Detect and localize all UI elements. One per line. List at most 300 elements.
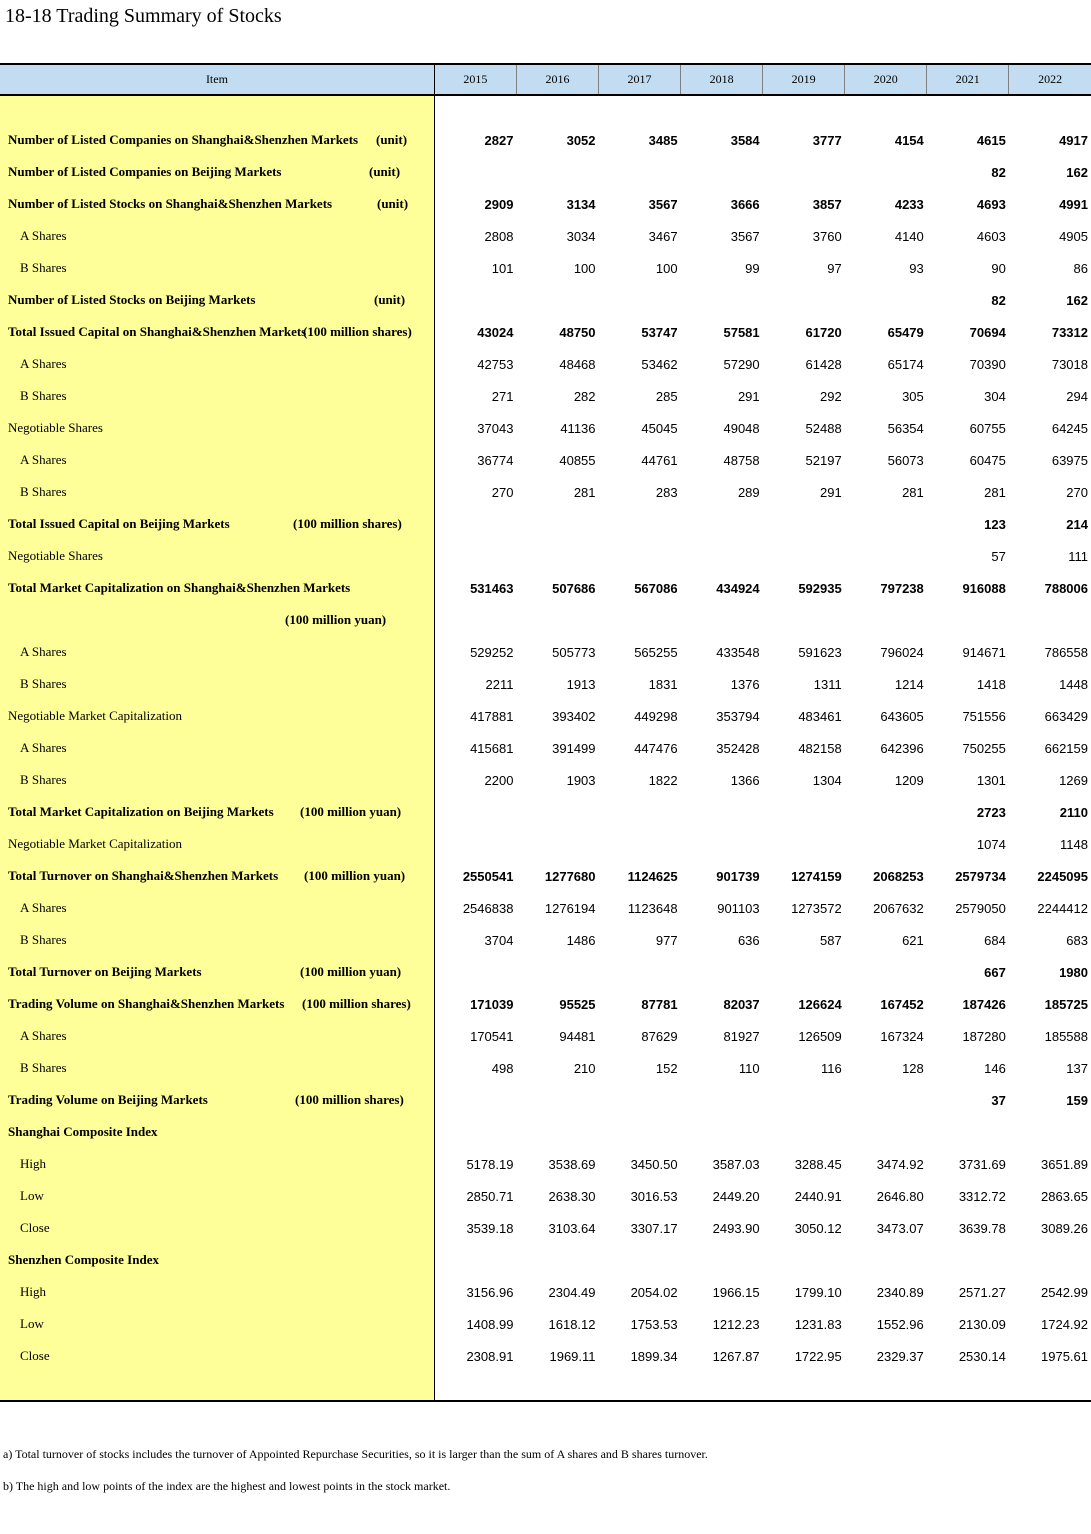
value-cell: 1408.99 xyxy=(466,1316,514,1332)
header-year: 2016 xyxy=(516,64,598,95)
value-cell: 2130.09 xyxy=(958,1316,1006,1332)
value-cell: 1123648 xyxy=(627,900,678,916)
value-cell: 2827 xyxy=(484,132,514,148)
value-cell: 48758 xyxy=(723,452,760,468)
value-cell: 2329.37 xyxy=(876,1348,924,1364)
value-cell xyxy=(434,284,516,316)
value-cell xyxy=(434,604,516,636)
value-cell: 4693 xyxy=(976,196,1006,212)
value-cell: 1148 xyxy=(1060,836,1088,852)
value-cell: 110 xyxy=(738,1060,760,1076)
header-year: 2021 xyxy=(927,64,1009,95)
value-cell: 81927 xyxy=(723,1028,760,1044)
value-cell: 270 xyxy=(491,484,514,500)
table-row xyxy=(0,1052,1091,1084)
value-cell: 271 xyxy=(491,388,514,404)
value-cell: 531463 xyxy=(470,580,514,596)
value-cell: 3760 xyxy=(812,228,842,244)
value-cell: 587 xyxy=(820,932,842,948)
value-cell: 2244412 xyxy=(1037,900,1088,916)
value-cell: 82 xyxy=(991,164,1006,180)
value-cell: 1277680 xyxy=(544,868,596,884)
value-cell: 1448 xyxy=(1059,676,1088,692)
row-label: Low xyxy=(20,1188,44,1203)
table-row xyxy=(0,796,1091,828)
value-cell: 683 xyxy=(1066,932,1088,948)
table-row xyxy=(0,156,1091,188)
value-cell: 187280 xyxy=(962,1028,1006,1044)
value-cell xyxy=(845,604,927,636)
value-cell: 498 xyxy=(491,1060,514,1076)
value-cell: 162 xyxy=(1066,292,1088,308)
value-cell: 2546838 xyxy=(462,900,514,916)
row-label: Negotiable Shares xyxy=(8,420,103,435)
value-cell: 4615 xyxy=(976,132,1006,148)
value-cell: 45045 xyxy=(641,420,678,436)
value-cell xyxy=(845,508,927,540)
value-cell: 621 xyxy=(902,932,924,948)
item-cell xyxy=(0,764,434,796)
row-label: Total Issued Capital on Beijing Markets xyxy=(8,516,230,531)
value-cell xyxy=(434,508,516,540)
item-cell xyxy=(0,124,434,156)
value-cell: 281 xyxy=(902,484,924,500)
value-cell: 4154 xyxy=(894,132,924,148)
value-cell: 100 xyxy=(573,260,596,276)
row-label: Trading Volume on Shanghai&Shenzhen Markets xyxy=(8,996,285,1011)
value-cell: 3016.53 xyxy=(630,1188,678,1204)
value-cell: 434924 xyxy=(716,580,760,596)
value-cell: 916088 xyxy=(962,580,1006,596)
value-cell: 1124625 xyxy=(627,868,678,884)
value-cell: 786558 xyxy=(1044,644,1088,660)
row-label: B Shares xyxy=(20,676,67,691)
table-row xyxy=(0,572,1091,604)
value-cell xyxy=(599,956,681,988)
table-row xyxy=(0,956,1091,988)
value-cell: 86 xyxy=(1073,260,1088,276)
row-unit: (100 million yuan) xyxy=(300,804,402,819)
value-cell: 3485 xyxy=(648,132,678,148)
value-cell: 750255 xyxy=(962,740,1006,756)
row-unit: (unit) xyxy=(369,164,401,179)
item-cell xyxy=(0,700,434,732)
header-year: 2022 xyxy=(1009,64,1091,95)
value-cell: 1903 xyxy=(566,772,596,788)
row-unit: (100 million yuan) xyxy=(285,612,387,627)
value-cell xyxy=(599,540,681,572)
item-cell xyxy=(0,1308,434,1340)
value-cell: 5178.19 xyxy=(466,1156,514,1172)
value-cell xyxy=(434,156,516,188)
value-cell: 2054.02 xyxy=(630,1284,678,1300)
row-label: B Shares xyxy=(20,484,67,499)
value-cell xyxy=(599,604,681,636)
table-row xyxy=(0,380,1091,412)
value-cell: 282 xyxy=(573,388,596,404)
item-cell xyxy=(0,476,434,508)
value-cell: 391499 xyxy=(552,740,596,756)
spacer-row xyxy=(0,95,1091,124)
value-cell: 3704 xyxy=(484,932,514,948)
value-cell xyxy=(434,1116,516,1148)
value-cell: 97 xyxy=(827,260,842,276)
value-cell: 353794 xyxy=(716,708,760,724)
value-cell xyxy=(681,796,763,828)
value-cell: 1799.10 xyxy=(794,1284,842,1300)
value-cell: 123 xyxy=(984,516,1006,532)
value-cell xyxy=(927,604,1009,636)
value-cell xyxy=(681,540,763,572)
table-row xyxy=(0,892,1091,924)
row-unit: (100 million yuan) xyxy=(300,964,402,979)
row-label: Number of Listed Companies on Shanghai&Shenzhen Markets xyxy=(8,132,359,147)
value-cell: 3666 xyxy=(730,196,760,212)
table-row xyxy=(0,1276,1091,1308)
value-cell xyxy=(763,956,845,988)
value-cell: 393402 xyxy=(552,708,596,724)
value-cell: 291 xyxy=(737,388,760,404)
header-year: 2018 xyxy=(681,64,763,95)
value-cell xyxy=(434,828,516,860)
value-cell: 95525 xyxy=(559,996,596,1012)
value-cell: 2638.30 xyxy=(548,1188,596,1204)
value-cell: 48750 xyxy=(559,324,596,340)
row-label: Total Market Capitalization on Beijing Markets xyxy=(8,804,274,819)
value-cell: 281 xyxy=(984,484,1006,500)
spacer-row xyxy=(0,1372,1091,1401)
value-cell: 57290 xyxy=(723,356,760,372)
value-cell: 1376 xyxy=(730,676,760,692)
value-cell: 126624 xyxy=(798,996,842,1012)
table-row xyxy=(0,220,1091,252)
value-cell xyxy=(516,508,598,540)
value-cell: 37043 xyxy=(477,420,514,436)
value-cell: 1366 xyxy=(730,772,760,788)
table-row xyxy=(0,252,1091,284)
value-cell: 2808 xyxy=(484,228,514,244)
row-label: Number of Listed Companies on Beijing Markets xyxy=(8,164,282,179)
value-cell: 3156.96 xyxy=(466,1284,514,1300)
value-cell: 3050.12 xyxy=(794,1220,842,1236)
row-label: Negotiable Shares xyxy=(8,548,103,563)
value-cell: 126509 xyxy=(798,1028,842,1044)
row-label: High xyxy=(20,1284,46,1299)
value-cell: 1209 xyxy=(894,772,924,788)
value-cell xyxy=(516,540,598,572)
table-row xyxy=(0,828,1091,860)
value-cell: 2245095 xyxy=(1037,868,1088,884)
table-row xyxy=(0,1340,1091,1372)
table-row xyxy=(0,316,1091,348)
value-cell: 52488 xyxy=(805,420,842,436)
value-cell: 3467 xyxy=(648,228,678,244)
value-cell: 56354 xyxy=(887,420,924,436)
header-year: 2015 xyxy=(434,64,516,95)
value-cell: 3731.69 xyxy=(958,1156,1006,1172)
value-cell: 1913 xyxy=(566,676,596,692)
value-cell: 3639.78 xyxy=(958,1220,1006,1236)
value-cell xyxy=(599,284,681,316)
value-cell: 684 xyxy=(984,932,1006,948)
value-cell: 41136 xyxy=(560,420,596,436)
value-cell: 111 xyxy=(1068,548,1088,564)
value-cell: 40855 xyxy=(559,452,596,468)
row-label: Negotiable Market Capitalization xyxy=(8,836,182,851)
value-cell: 1822 xyxy=(648,772,678,788)
value-cell: 3052 xyxy=(566,132,596,148)
item-cell xyxy=(0,1212,434,1244)
value-cell: 304 xyxy=(984,388,1006,404)
value-cell: 914671 xyxy=(962,644,1006,660)
item-cell xyxy=(0,956,434,988)
value-cell xyxy=(1009,604,1091,636)
value-cell: 82037 xyxy=(723,996,760,1012)
value-cell: 170541 xyxy=(470,1028,514,1044)
value-cell: 2646.80 xyxy=(876,1188,924,1204)
value-cell: 1304 xyxy=(812,772,842,788)
value-cell: 1273572 xyxy=(791,900,842,916)
value-cell: 1214 xyxy=(894,676,924,692)
value-cell xyxy=(845,284,927,316)
value-cell: 2530.14 xyxy=(958,1348,1006,1364)
value-cell: 70390 xyxy=(969,356,1006,372)
value-cell xyxy=(845,1116,927,1148)
value-cell: 433548 xyxy=(716,644,760,660)
value-cell: 65479 xyxy=(887,324,924,340)
value-cell: 289 xyxy=(737,484,760,500)
value-cell: 61428 xyxy=(805,356,842,372)
footnote: a) Total turnover of stocks includes the turnover of Appointed Repurchase Securities, so it is larger than the sum of A shares and B shares turnover. xyxy=(3,1447,708,1461)
value-cell: 162 xyxy=(1066,164,1088,180)
row-label: Low xyxy=(20,1316,44,1331)
row-unit: (100 million shares) xyxy=(295,1092,404,1107)
value-cell: 3857 xyxy=(812,196,842,212)
item-cell xyxy=(0,1276,434,1308)
value-cell: 797238 xyxy=(880,580,924,596)
value-cell: 1975.61 xyxy=(1041,1348,1088,1364)
value-cell: 1618.12 xyxy=(548,1316,596,1332)
item-cell xyxy=(0,156,434,188)
value-cell: 2068253 xyxy=(873,868,924,884)
value-cell: 214 xyxy=(1066,516,1088,532)
value-cell: 210 xyxy=(573,1060,596,1076)
value-cell: 3473.07 xyxy=(876,1220,924,1236)
item-cell xyxy=(0,892,434,924)
value-cell xyxy=(516,1244,598,1276)
row-unit: (unit) xyxy=(377,196,409,211)
value-cell: 2493.90 xyxy=(712,1220,760,1236)
value-cell: 3777 xyxy=(812,132,842,148)
row-unit: (100 million shares) xyxy=(302,996,411,1011)
table-row xyxy=(0,1180,1091,1212)
value-cell xyxy=(845,828,927,860)
table-row xyxy=(0,668,1091,700)
row-label: High xyxy=(20,1156,46,1171)
value-cell: 137 xyxy=(1066,1060,1088,1076)
value-cell: 270 xyxy=(1066,484,1088,500)
value-cell: 146 xyxy=(984,1060,1006,1076)
row-label: Total Turnover on Beijing Markets xyxy=(8,964,202,979)
item-cell xyxy=(0,188,434,220)
value-cell: 3034 xyxy=(566,228,596,244)
item-cell xyxy=(0,252,434,284)
value-cell: 3103.64 xyxy=(548,1220,596,1236)
value-cell xyxy=(845,796,927,828)
value-cell xyxy=(763,1244,845,1276)
value-cell: 73312 xyxy=(1051,324,1088,340)
value-cell: 663429 xyxy=(1044,708,1088,724)
row-unit: (unit) xyxy=(374,292,406,307)
value-cell: 42753 xyxy=(477,356,514,372)
row-label: Shenzhen Composite Index xyxy=(8,1252,159,1267)
value-cell xyxy=(681,284,763,316)
stock-summary-table-container xyxy=(0,63,1091,1402)
value-cell: 65174 xyxy=(887,356,924,372)
value-cell: 643605 xyxy=(880,708,924,724)
row-label: A Shares xyxy=(20,900,67,915)
row-label: A Shares xyxy=(20,228,67,243)
item-cell xyxy=(0,444,434,476)
value-cell xyxy=(516,828,598,860)
value-cell: 977 xyxy=(655,932,678,948)
row-label: A Shares xyxy=(20,356,67,371)
item-cell xyxy=(0,796,434,828)
value-cell: 3567 xyxy=(730,228,760,244)
value-cell: 2571.27 xyxy=(958,1284,1006,1300)
value-cell: 1969.11 xyxy=(549,1348,596,1364)
value-cell: 3134 xyxy=(566,196,596,212)
value-cell: 128 xyxy=(902,1060,924,1076)
value-cell: 1267.87 xyxy=(712,1348,760,1364)
value-cell: 4603 xyxy=(976,228,1006,244)
value-cell: 167324 xyxy=(880,1028,924,1044)
value-cell: 505773 xyxy=(552,644,596,660)
value-cell: 94481 xyxy=(559,1028,596,1044)
value-cell: 636 xyxy=(737,932,760,948)
value-cell xyxy=(927,1116,1009,1148)
value-cell xyxy=(599,796,681,828)
row-label: B Shares xyxy=(20,1060,67,1075)
value-cell: 2449.20 xyxy=(712,1188,760,1204)
value-cell: 3584 xyxy=(730,132,760,148)
value-cell: 3288.45 xyxy=(794,1156,842,1172)
table-row xyxy=(0,348,1091,380)
value-cell xyxy=(681,828,763,860)
table-row xyxy=(0,1020,1091,1052)
item-cell xyxy=(0,95,434,124)
value-cell: 1231.83 xyxy=(794,1316,842,1332)
table-row xyxy=(0,284,1091,316)
value-cell: 64245 xyxy=(1051,420,1088,436)
row-unit: (unit) xyxy=(376,132,408,147)
value-cell xyxy=(516,156,598,188)
table-row xyxy=(0,412,1091,444)
value-cell: 2308.91 xyxy=(466,1348,514,1364)
value-cell: 3587.03 xyxy=(712,1156,760,1172)
row-label: Negotiable Market Capitalization xyxy=(8,708,182,723)
value-cell xyxy=(1009,1244,1091,1276)
value-cell xyxy=(434,956,516,988)
value-cell: 283 xyxy=(655,484,678,500)
value-cell: 281 xyxy=(573,484,596,500)
row-label: Total Turnover on Shanghai&Shenzhen Markets xyxy=(8,868,279,883)
value-cell: 2304.49 xyxy=(548,1284,596,1300)
item-cell xyxy=(0,284,434,316)
header-row xyxy=(0,64,1091,95)
table-row xyxy=(0,540,1091,572)
row-label: Trading Volume on Beijing Markets xyxy=(8,1092,208,1107)
value-cell xyxy=(763,604,845,636)
row-label: A Shares xyxy=(20,740,67,755)
item-cell xyxy=(0,540,434,572)
value-cell: 1980 xyxy=(1059,964,1088,980)
value-cell: 1212.23 xyxy=(712,1316,760,1332)
table-row xyxy=(0,476,1091,508)
value-cell: 901739 xyxy=(716,868,760,884)
row-label: Number of Listed Stocks on Beijing Markets xyxy=(8,292,256,307)
item-cell xyxy=(0,348,434,380)
value-cell: 63975 xyxy=(1051,452,1088,468)
value-cell xyxy=(434,796,516,828)
value-cell: 4233 xyxy=(894,196,924,212)
value-cell xyxy=(763,796,845,828)
value-cell: 1276194 xyxy=(544,900,596,916)
value-cell: 483461 xyxy=(798,708,842,724)
value-cell: 3651.89 xyxy=(1041,1156,1088,1172)
value-cell: 417881 xyxy=(470,708,514,724)
value-cell: 2440.91 xyxy=(794,1188,842,1204)
value-cell: 36774 xyxy=(477,452,514,468)
value-cell xyxy=(599,1116,681,1148)
value-cell: 167452 xyxy=(880,996,924,1012)
value-cell: 507686 xyxy=(552,580,596,596)
row-label: B Shares xyxy=(20,388,67,403)
item-cell xyxy=(0,316,434,348)
value-cell: 48468 xyxy=(559,356,596,372)
item-cell xyxy=(0,1180,434,1212)
value-cell xyxy=(516,604,598,636)
value-cell xyxy=(763,156,845,188)
value-cell: 4905 xyxy=(1059,228,1088,244)
value-cell: 82 xyxy=(991,292,1006,308)
value-cell: 2340.89 xyxy=(876,1284,924,1300)
value-cell xyxy=(763,284,845,316)
item-cell xyxy=(0,412,434,444)
value-cell: 56073 xyxy=(887,452,924,468)
value-cell: 1753.53 xyxy=(630,1316,678,1332)
value-cell xyxy=(681,604,763,636)
value-cell xyxy=(599,508,681,540)
value-cell: 60475 xyxy=(969,452,1006,468)
value-cell: 305 xyxy=(902,388,924,404)
value-cell: 4991 xyxy=(1059,196,1088,212)
value-cell: 2211 xyxy=(485,676,514,692)
value-cell xyxy=(516,1116,598,1148)
table-row xyxy=(0,860,1091,892)
row-label: Close xyxy=(20,1220,50,1235)
value-cell: 3538.69 xyxy=(548,1156,596,1172)
row-label: Total Market Capitalization on Shanghai&Shenzhen Markets xyxy=(8,580,351,595)
item-cell xyxy=(0,1148,434,1180)
value-cell: 37 xyxy=(991,1092,1006,1108)
row-label: A Shares xyxy=(20,452,67,467)
value-cell: 2579050 xyxy=(955,900,1006,916)
row-label: A Shares xyxy=(20,644,67,659)
value-cell xyxy=(763,1084,845,1116)
value-cell: 99 xyxy=(745,260,760,276)
row-label: A Shares xyxy=(20,1028,67,1043)
